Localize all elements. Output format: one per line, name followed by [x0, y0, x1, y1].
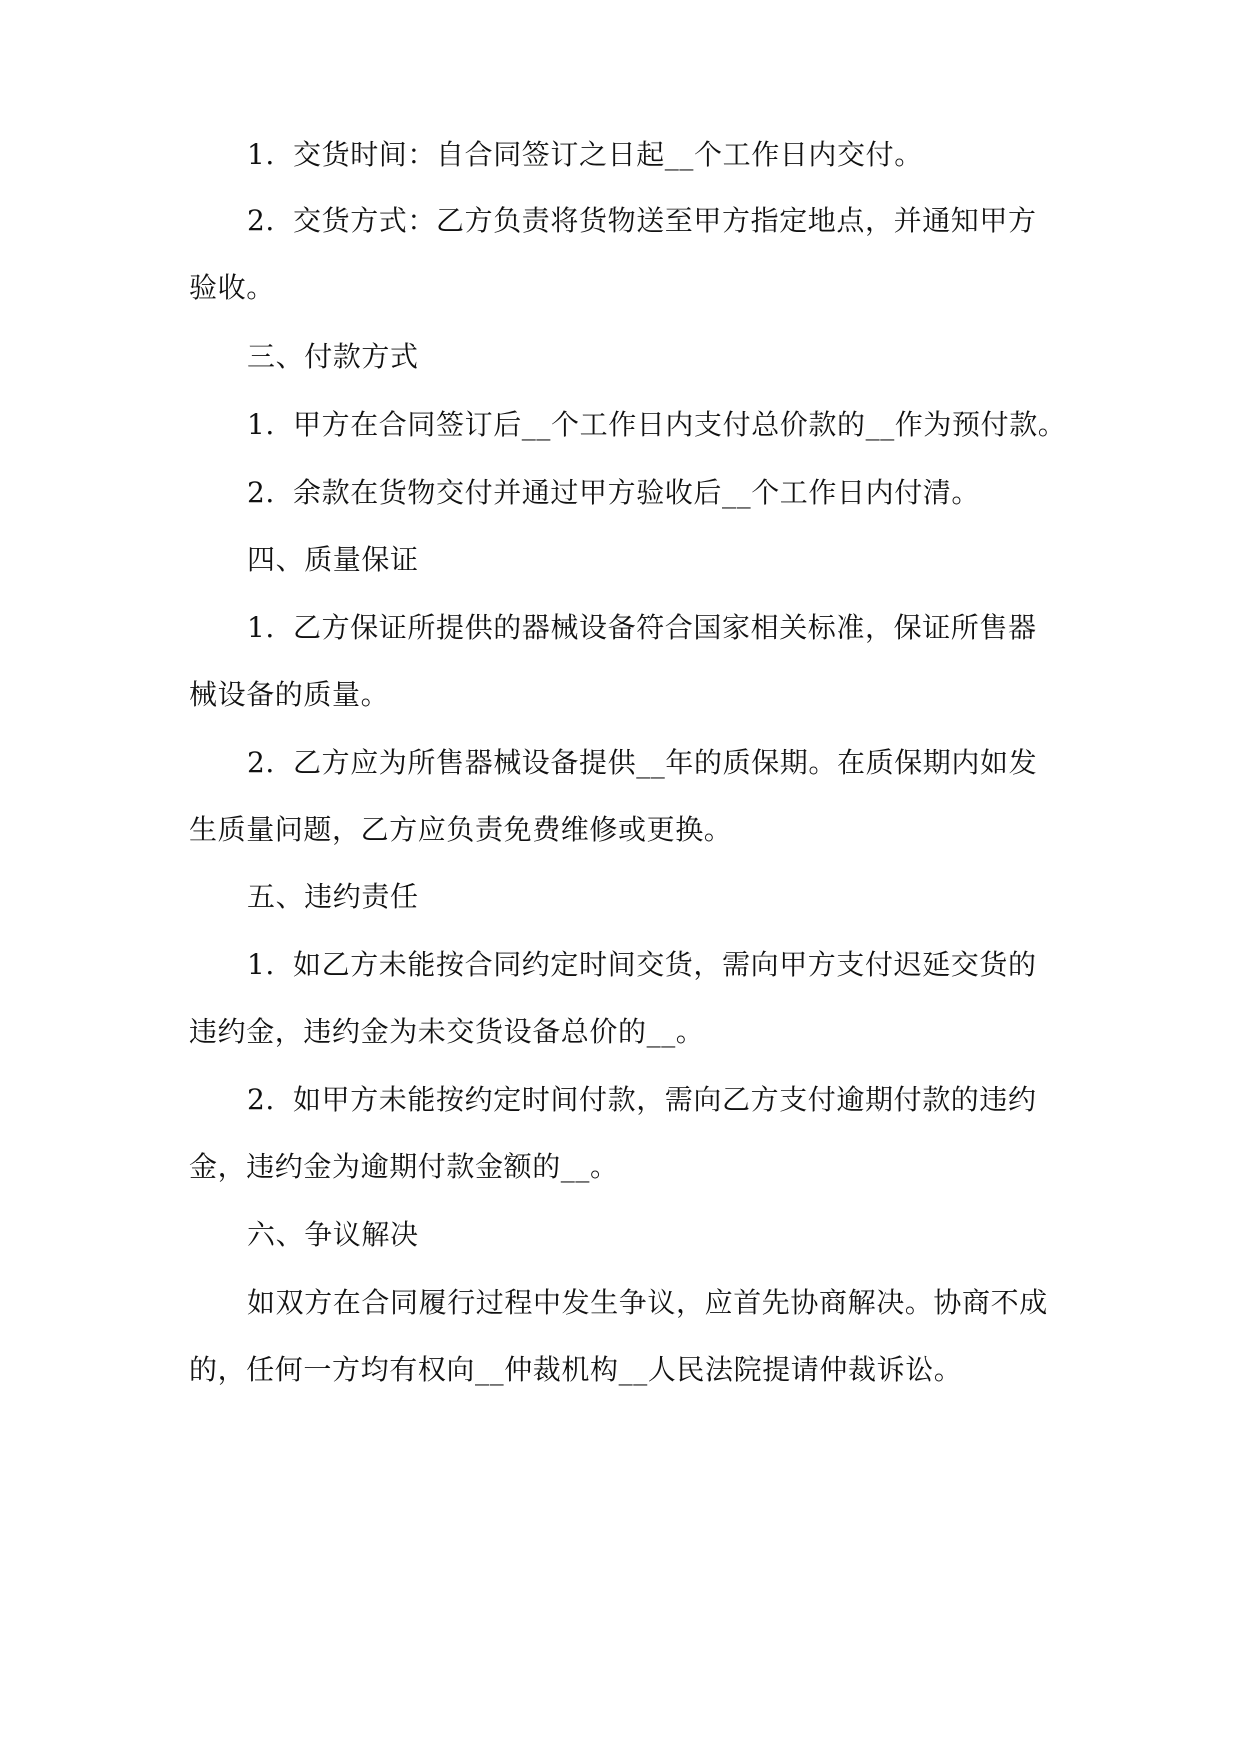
clause-text: 余款在货物交付并通过甲方验收后__个工作日内付清。 — [293, 476, 981, 509]
paragraph-continuation — [189, 1350, 962, 1390]
clause-text: 如乙方未能按合同约定时间交货，需向甲方支付迟延交货的 — [293, 948, 1037, 981]
clause-number: 1. — [247, 611, 275, 644]
clause-continuation — [189, 675, 389, 715]
clause-continuation — [189, 810, 732, 850]
clause-delivery-method — [247, 201, 1037, 241]
section-heading-dispute: 六、争议解决 — [247, 1218, 419, 1251]
clause-text: 交货时间：自合同签订之日起__个工作日内交付。 — [293, 138, 923, 171]
section-heading-liability: 五、违约责任 — [247, 880, 419, 913]
clause-number: 2. — [247, 204, 275, 237]
clause-number: 1. — [247, 408, 275, 441]
clause-text: 如甲方未能按约定时间付款，需向乙方支付逾期付款的违约 — [293, 1083, 1037, 1116]
clause-text: 违约金，违约金为未交货设备总价的__。 — [189, 1015, 705, 1048]
clause-text: 生质量问题，乙方应负责免费维修或更换。 — [189, 813, 733, 846]
clause-balance-payment — [247, 473, 980, 513]
section-heading-quality: 四、质量保证 — [247, 543, 419, 576]
clause-continuation — [189, 1012, 704, 1052]
clause-text: 乙方应为所售器械设备提供__年的质保期。在质保期内如发 — [293, 746, 1038, 779]
clause-quality-standard — [247, 608, 1037, 648]
section-heading-payment: 三、付款方式 — [247, 340, 419, 373]
clause-late-delivery — [247, 945, 1037, 985]
clause-text: 甲方在合同签订后__个工作日内支付总价款的__作为预付款。 — [293, 408, 1067, 441]
clause-delivery-time — [247, 135, 923, 175]
clause-number: 1. — [247, 948, 275, 981]
clause-text: 金，违约金为逾期付款金额的__。 — [189, 1150, 619, 1183]
clause-continuation — [189, 1147, 619, 1187]
clause-late-payment — [247, 1080, 1037, 1120]
clause-number: 1. — [247, 138, 275, 171]
clause-continuation — [189, 268, 275, 308]
paragraph-text: 如双方在合同履行过程中发生争议，应首先协商解决。协商不成 — [247, 1286, 1048, 1319]
clause-text: 乙方保证所提供的器械设备符合国家相关标准，保证所售器 — [293, 611, 1037, 644]
paragraph-dispute-resolution — [247, 1283, 1048, 1323]
clause-text: 交货方式：乙方负责将货物送至甲方指定地点，并通知甲方 — [293, 204, 1037, 237]
clause-number: 2. — [247, 746, 275, 779]
clause-prepayment — [247, 405, 1066, 445]
clause-number: 2. — [247, 1083, 275, 1116]
clause-number: 2. — [247, 476, 275, 509]
clause-text: 验收。 — [189, 271, 275, 304]
clause-warranty-period — [247, 743, 1037, 783]
paragraph-text: 的，任何一方均有权向__仲裁机构__人民法院提请仲裁诉讼。 — [189, 1353, 963, 1386]
clause-text: 械设备的质量。 — [189, 678, 390, 711]
